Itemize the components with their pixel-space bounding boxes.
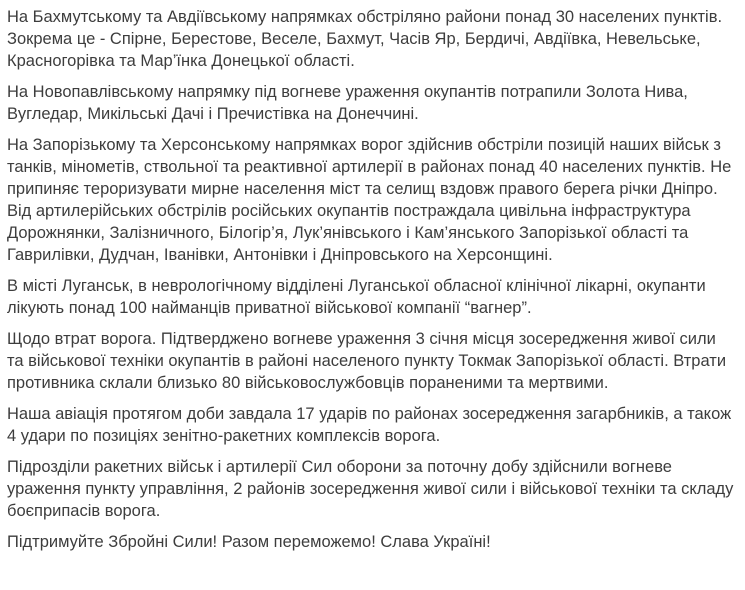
paragraph-rocket-artillery: Підрозділи ракетних військ і артилерії Сил оборони за поточну добу здійснили вогневе ураження пункту управління, 2 районів зосередження живої сили і військової техніки та складу боєприпасів ворога. bbox=[7, 458, 734, 520]
paragraph-novopavlivske: На Новопавлівському напрямку під вогневе ураження окупантів потрапили Золота Нива, Вугледар, Микільські Дачі і Пречистівка на Донеччині. bbox=[7, 83, 688, 123]
paragraph-slogan: Підтримуйте Збройні Сили! Разом переможемо! Слава Україні! bbox=[7, 533, 491, 551]
paragraph-enemy-losses: Щодо втрат ворога. Підтверджено вогневе ураження 3 січня місця зосередження живої сили та військової техніки окупантів в районі населеного пункту Токмак Запорізької області. Втрати противника склали близько 80 військовослужбовців пораненими та мертвими. bbox=[7, 330, 727, 392]
paragraph-bakhmut-avdiivka: На Бахмутському та Авдіївському напрямках обстріляно райони понад 30 населених пунктів. Зокрема це - Спірне, Берестове, Веселе, Бахмут, Часів Яр, Бердичі, Авдіївка, Невельське, Красногорівка та Мар’їнка Донецької області. bbox=[7, 8, 723, 70]
paragraph-zaporizhzhia-kherson: На Запорізькому та Херсонському напрямках ворог здійснив обстріли позицій наших військ з танків, мінометів, ствольної та реактивної артилерії в районах понад 40 населених пунктів. Не припиняє тероризувати мирне населення міст та селищ вздовж правого берега річки Дніпро. Від артилерійських обстрілів російських окупантів постраждала цивільна інфраструктура Дорожнянки, Залізничного, Білогір’я, Лук’янівського і Кам’янського Запорізької області та Гаврилівки, Дудчан, Іванівки, Антонівки і Дніпровського на Херсонщині. bbox=[7, 136, 732, 264]
paragraph-luhansk-hospital: В місті Луганськ, в неврологічному відділені Луганської обласної клінічної лікарні, окупанти лікують понад 100 найманців приватної військової компанії “вагнер”. bbox=[7, 277, 706, 317]
paragraph-aviation-strikes: Наша авіація протягом доби завдала 17 ударів по районах зосередження загарбників, а також 4 удари по позиціях зенітно-ракетних комплексів ворога. bbox=[7, 405, 732, 445]
